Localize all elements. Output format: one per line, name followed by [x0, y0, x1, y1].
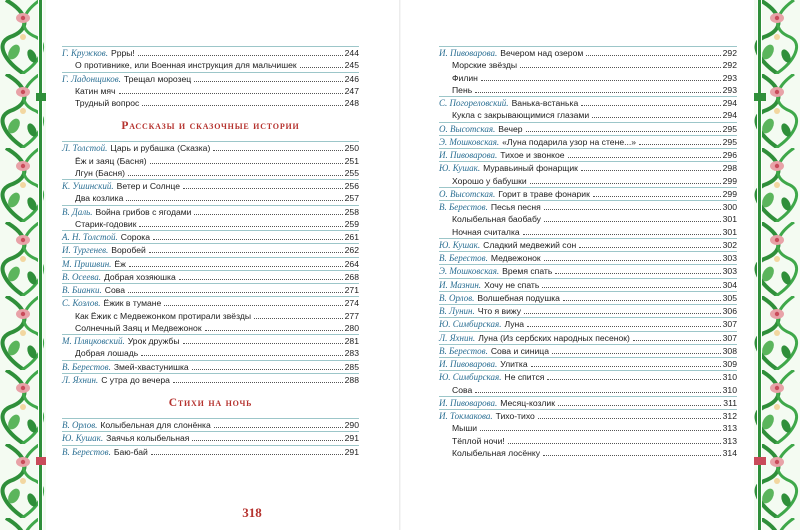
toc-author: Л. Толстой.	[62, 143, 108, 154]
toc-page-number: 247	[344, 85, 359, 96]
toc-title: Филин	[452, 72, 478, 83]
toc-author: Л. Яхнин.	[62, 374, 99, 385]
toc-author: Ю. Симбирская.	[439, 372, 502, 383]
section-heading-stories: Рассказы и сказочные истории	[121, 120, 300, 133]
toc-entry	[439, 238, 737, 251]
dot-leader	[552, 353, 721, 354]
toc-author: В. Берестов.	[439, 345, 488, 356]
dot-leader	[530, 183, 721, 184]
dot-leader	[119, 93, 343, 94]
toc-title: Ночная считалка	[452, 226, 520, 237]
dot-leader	[586, 55, 720, 56]
toc-entry	[439, 396, 737, 409]
toc-entry	[439, 264, 737, 277]
dot-leader	[213, 150, 342, 151]
toc-title: Сова	[452, 384, 473, 395]
toc-title: Луна (Из сербских народных песенок)	[478, 332, 630, 343]
floral-ornament-icon	[0, 0, 46, 530]
toc-entry	[439, 331, 737, 344]
toc-page-number: 312	[722, 411, 737, 421]
toc-author: В. Берестов.	[439, 202, 488, 212]
dot-leader	[547, 379, 720, 380]
dot-leader	[544, 209, 721, 210]
toc-entry	[439, 135, 737, 148]
toc-page-number: 307	[722, 319, 737, 330]
toc-author: Г. Ладонщиков.	[62, 73, 121, 84]
toc-title: Ветер и Солнце	[116, 181, 181, 191]
toc-entry	[439, 251, 737, 264]
dot-leader	[523, 234, 721, 235]
toc-page-number: 294	[722, 98, 737, 108]
toc-title: С утра до вечера	[101, 374, 170, 385]
toc-page-number: 283	[344, 348, 359, 359]
toc-page-number: 313	[722, 435, 737, 446]
dot-leader	[153, 239, 343, 240]
floral-ornament-icon	[754, 0, 800, 530]
dot-leader	[558, 405, 721, 406]
toc-title: Хочу не спать	[484, 279, 540, 290]
dot-leader	[581, 170, 721, 171]
toc-title: Кукла с закрывающимися глазами	[452, 110, 590, 121]
dot-leader	[524, 313, 721, 314]
toc-page-number: 257	[344, 193, 359, 204]
toc-entry	[439, 357, 737, 370]
toc-entry	[439, 435, 737, 447]
toc-entry	[62, 310, 359, 322]
dot-leader	[254, 318, 343, 319]
toc-title: Хорошо у бабушки	[452, 175, 527, 186]
toc-title: Воробей	[111, 245, 146, 256]
toc-author: В. Лунин.	[439, 306, 475, 316]
toc-page-number: 295	[722, 123, 737, 134]
toc-page-number: 299	[722, 188, 737, 199]
dot-leader	[205, 330, 343, 331]
toc-page-number: 302	[722, 239, 737, 250]
toc-title: Ванька-встанька	[511, 98, 579, 108]
toc-author: В. Берестов.	[62, 361, 111, 372]
toc-author: В. Бианки.	[62, 285, 102, 295]
toc-page-number: 261	[344, 232, 359, 242]
toc-page-number: 300	[722, 202, 737, 212]
toc-page-number: 264	[344, 258, 359, 269]
toc-entry	[439, 370, 737, 383]
toc-title: Луна	[504, 319, 525, 330]
dot-leader	[538, 418, 721, 419]
toc-author: С. Погореловский.	[439, 98, 509, 108]
toc-title: Добрая хозяюшка	[103, 271, 176, 282]
toc-right-column	[439, 46, 737, 459]
dot-leader	[563, 300, 721, 301]
dot-leader	[639, 144, 721, 145]
dot-leader	[475, 392, 720, 393]
toc-entry	[439, 422, 737, 434]
toc-title: Змей-хвастунишка	[113, 361, 189, 372]
toc-author: Э. Мошковская.	[439, 136, 500, 147]
toc-page-number: 291	[344, 446, 359, 457]
toc-title: Вечер	[498, 123, 523, 134]
toc-page-number: 262	[344, 245, 359, 256]
toc-title: Ёж	[114, 258, 126, 269]
dot-leader	[526, 131, 721, 132]
toc-page-number: 245	[344, 60, 359, 71]
section-heading-night: Стихи на ночь	[168, 397, 253, 409]
toc-author: Ю. Симбирская.	[439, 319, 502, 330]
toc-entry	[62, 270, 359, 283]
toc-page-number: 310	[722, 372, 737, 383]
toc-page-number: 244	[344, 48, 359, 58]
toc-entry	[62, 59, 359, 71]
toc-entry	[62, 418, 359, 431]
toc-entry	[62, 72, 359, 85]
toc-page-number: 301	[722, 214, 737, 225]
toc-author: Э. Мошковская.	[439, 266, 500, 277]
toc-title: Колыбельная баобабу	[452, 214, 541, 225]
dot-leader	[164, 305, 342, 306]
toc-title: Сова	[104, 285, 125, 295]
toc-entry	[439, 96, 737, 109]
toc-entry	[62, 155, 359, 167]
toc-entry	[439, 148, 737, 161]
toc-page-number: 311	[723, 397, 737, 408]
toc-page-number: 251	[344, 155, 359, 166]
toc-title: Два козлика	[75, 193, 124, 204]
toc-title: Баю-бай	[113, 446, 148, 457]
toc-entry	[439, 175, 737, 187]
decorative-border-right	[754, 0, 800, 530]
dot-leader	[173, 382, 343, 383]
toc-title: Урок дружбы	[127, 336, 180, 346]
toc-page-number: 308	[722, 345, 737, 356]
toc-title: Ррры!	[110, 48, 135, 58]
toc-entry	[62, 230, 359, 243]
toc-page-number: 268	[344, 271, 359, 282]
dot-leader	[194, 214, 342, 215]
toc-list-continued	[439, 46, 737, 459]
toc-title: Ёжик в тумане	[103, 298, 162, 309]
toc-page-number: 259	[344, 218, 359, 229]
toc-author: М. Пляцковский.	[62, 336, 125, 346]
toc-entry	[62, 322, 359, 334]
dot-leader	[128, 292, 343, 293]
dot-leader	[149, 252, 343, 253]
toc-title: Сладкий медвежий сон	[483, 239, 577, 250]
toc-entry	[439, 46, 737, 59]
toc-page-number: 293	[722, 84, 737, 95]
decorative-border-left	[0, 0, 46, 530]
dot-leader	[141, 355, 342, 356]
toc-page-number: 258	[344, 206, 359, 217]
toc-title: Трещал морозец	[123, 73, 192, 84]
toc-entry	[62, 85, 359, 97]
toc-page-number: 274	[344, 298, 359, 309]
toc-author: И. Тургенев.	[62, 245, 109, 256]
toc-page-number: 285	[344, 361, 359, 372]
toc-title: Трудный вопрос	[75, 98, 140, 108]
toc-title: Не спится	[504, 372, 545, 383]
toc-page-number: 271	[344, 285, 359, 295]
toc-author: Г. Кружков.	[62, 48, 108, 58]
toc-list-poems	[62, 46, 359, 109]
toc-entry	[439, 59, 737, 71]
toc-page-number: 291	[344, 433, 359, 444]
toc-title: Улитка	[500, 359, 528, 369]
dot-leader	[531, 366, 721, 367]
toc-page-number: 303	[722, 253, 737, 263]
toc-entry	[62, 46, 359, 59]
toc-title: Что я вижу	[477, 306, 522, 316]
toc-author: Ю. Кушак.	[62, 433, 104, 444]
dot-leader	[508, 443, 721, 444]
dot-leader	[544, 260, 721, 261]
toc-page-number: 304	[722, 279, 737, 290]
toc-title: Колыбельная лосёнку	[452, 447, 541, 458]
toc-entry	[439, 72, 737, 84]
toc-page-number: 277	[344, 310, 359, 321]
toc-page-number: 248	[344, 98, 359, 108]
toc-entry	[62, 373, 359, 386]
dot-leader	[192, 369, 343, 370]
dot-leader	[183, 343, 343, 344]
dot-leader	[481, 80, 721, 81]
toc-left-column	[62, 46, 359, 458]
dot-leader	[633, 340, 721, 341]
dot-leader	[150, 163, 343, 164]
toc-page-number: 292	[722, 48, 737, 58]
toc-title: Муравьиный фонарщик	[483, 163, 578, 174]
toc-entry	[439, 84, 737, 96]
toc-author: М. Пришвин.	[62, 258, 112, 269]
toc-author: О. Высотская.	[439, 123, 496, 134]
toc-entry	[439, 122, 737, 135]
toc-title: Медвежонок	[490, 253, 541, 263]
dot-leader	[179, 279, 343, 280]
toc-title: Добрая лошадь	[75, 348, 139, 359]
toc-author: И. Мазнин.	[439, 279, 482, 290]
toc-author: И. Пивоварова.	[439, 48, 498, 58]
toc-entry	[62, 218, 359, 230]
dot-leader	[192, 440, 342, 441]
toc-entry	[62, 445, 359, 458]
toc-page-number: 306	[722, 306, 737, 316]
toc-title: Старик-годовик	[75, 218, 137, 229]
toc-entry	[62, 97, 359, 109]
page-gutter	[399, 0, 401, 530]
toc-title: Время спать	[502, 266, 553, 277]
toc-entry	[439, 200, 737, 213]
toc-title: Заячья колыбельная	[106, 433, 190, 444]
toc-page-number: 298	[722, 163, 737, 174]
toc-author: В. Осеева.	[62, 271, 101, 282]
toc-author: К. Ушинский.	[62, 181, 114, 191]
toc-page-number: 307	[722, 332, 737, 343]
toc-page-number: 310	[722, 384, 737, 395]
toc-title: Вечером над озером	[500, 48, 584, 58]
toc-title: Солнечный Заяц и Медвежонок	[75, 322, 202, 333]
dot-leader	[555, 273, 720, 274]
toc-list-night	[62, 418, 359, 458]
toc-page-number: 290	[344, 420, 359, 430]
toc-title: Тёплой ночи!	[452, 435, 505, 446]
toc-page-number: 288	[344, 374, 359, 385]
dot-leader	[592, 117, 721, 118]
toc-author: А. Н. Толстой.	[62, 232, 118, 242]
toc-title: Тихо-тихо	[495, 411, 535, 421]
dot-leader	[128, 175, 343, 176]
toc-page-number: 255	[344, 167, 359, 178]
toc-entry	[439, 317, 737, 330]
toc-entry	[62, 431, 359, 444]
toc-title: «Луна подарила узор на стене...»	[502, 136, 637, 147]
dot-leader	[183, 188, 343, 189]
toc-entry	[439, 291, 737, 304]
toc-page-number: 246	[344, 73, 359, 84]
toc-title: Лгун (Басня)	[75, 167, 126, 178]
dot-leader	[527, 326, 721, 327]
dot-leader	[579, 247, 720, 248]
toc-page-number: 314	[722, 447, 737, 458]
dot-leader	[142, 105, 342, 106]
toc-page-number: 292	[722, 60, 737, 71]
dot-leader	[581, 105, 720, 106]
dot-leader	[568, 157, 721, 158]
toc-author: В. Берестов.	[62, 446, 111, 457]
dot-leader	[194, 81, 343, 82]
toc-title: Морские звёзды	[452, 60, 518, 71]
toc-author: В. Берестов.	[439, 253, 488, 263]
toc-entry	[439, 384, 737, 396]
toc-title: О противнике, или Военная инструкция для мальчишек	[75, 60, 297, 71]
toc-page-number: 305	[722, 292, 737, 303]
toc-title: Катин мяч	[75, 85, 116, 96]
toc-author: И. Пивоварова.	[439, 397, 498, 408]
toc-entry	[439, 409, 737, 422]
toc-entry	[62, 257, 359, 270]
toc-entry	[439, 447, 737, 459]
toc-author: Ю. Кушак.	[439, 239, 481, 250]
toc-entry	[439, 161, 737, 174]
toc-title: Ёж и заяц (Басня)	[75, 155, 147, 166]
toc-title: Волшебная подушка	[477, 292, 560, 303]
toc-page-number: 296	[722, 150, 737, 160]
toc-entry	[439, 278, 737, 291]
toc-page-number: 281	[344, 336, 359, 346]
toc-page-number: 280	[344, 322, 359, 333]
dot-leader	[520, 67, 721, 68]
toc-title: Как Ёжик с Медвежонком протирали звёзды	[75, 310, 252, 321]
toc-entry	[62, 360, 359, 373]
toc-entry	[62, 192, 359, 204]
toc-author: Ю. Кушак.	[439, 163, 481, 174]
dot-leader	[542, 287, 720, 288]
dot-leader	[139, 226, 342, 227]
toc-author: С. Козлов.	[62, 298, 101, 309]
dot-leader	[214, 427, 343, 428]
toc-title: Пень	[452, 84, 473, 95]
dot-leader	[138, 55, 343, 56]
toc-author: О. Высотская.	[439, 188, 496, 199]
toc-entry	[62, 205, 359, 218]
dot-leader	[543, 455, 721, 456]
toc-entry	[62, 243, 359, 256]
toc-author: В. Даль.	[62, 206, 93, 217]
toc-title: Песья песня	[490, 202, 541, 212]
toc-author: И. Пивоварова.	[439, 359, 498, 369]
dot-leader	[593, 196, 721, 197]
dot-leader	[544, 221, 721, 222]
toc-entry	[439, 344, 737, 357]
toc-title: Война грибов с ягодами	[95, 206, 192, 217]
toc-title: Сова и синица	[490, 345, 549, 356]
dot-leader	[129, 266, 343, 267]
dot-leader	[480, 430, 721, 431]
toc-page-number: 293	[722, 72, 737, 83]
dot-leader	[300, 67, 343, 68]
toc-title: Царь и рубашка (Сказка)	[110, 143, 211, 154]
toc-title: Мыши	[452, 423, 478, 434]
dot-leader	[151, 454, 343, 455]
toc-page-number: 303	[722, 266, 737, 277]
toc-entry	[439, 213, 737, 225]
toc-entry	[439, 226, 737, 238]
toc-entry	[62, 347, 359, 359]
toc-page-number: 250	[344, 143, 359, 154]
toc-entry	[62, 334, 359, 347]
toc-entry	[62, 141, 359, 154]
toc-entry	[439, 304, 737, 317]
toc-author: Л. Яхнин.	[439, 332, 476, 343]
toc-title: Колыбельная для слонёнка	[100, 420, 211, 430]
toc-page-number: 294	[722, 110, 737, 121]
toc-page-number: 299	[722, 175, 737, 186]
toc-title: Горит в траве фонарик	[498, 188, 590, 199]
toc-entry	[439, 187, 737, 200]
toc-page-number: 301	[722, 226, 737, 237]
dot-leader	[126, 200, 342, 201]
toc-entry	[62, 179, 359, 192]
toc-entry	[439, 109, 737, 121]
toc-title: Тихое и звонкое	[500, 150, 565, 160]
toc-page-number: 256	[344, 181, 359, 191]
toc-author: И. Токмакова.	[439, 411, 493, 421]
toc-page-number: 313	[722, 423, 737, 434]
toc-entry	[62, 296, 359, 309]
toc-entry	[62, 167, 359, 179]
toc-author: В. Орлов.	[62, 420, 98, 430]
toc-entry	[62, 283, 359, 296]
toc-title: Сорока	[120, 232, 151, 242]
page-number: 318	[242, 505, 262, 520]
toc-title: Месяц-козлик	[500, 397, 555, 408]
toc-author: В. Орлов.	[439, 292, 475, 303]
toc-author: И. Пивоварова.	[439, 150, 498, 160]
toc-page-number: 295	[722, 136, 737, 147]
toc-list-stories	[62, 141, 359, 386]
toc-page-number: 309	[722, 359, 737, 369]
dot-leader	[475, 92, 720, 93]
